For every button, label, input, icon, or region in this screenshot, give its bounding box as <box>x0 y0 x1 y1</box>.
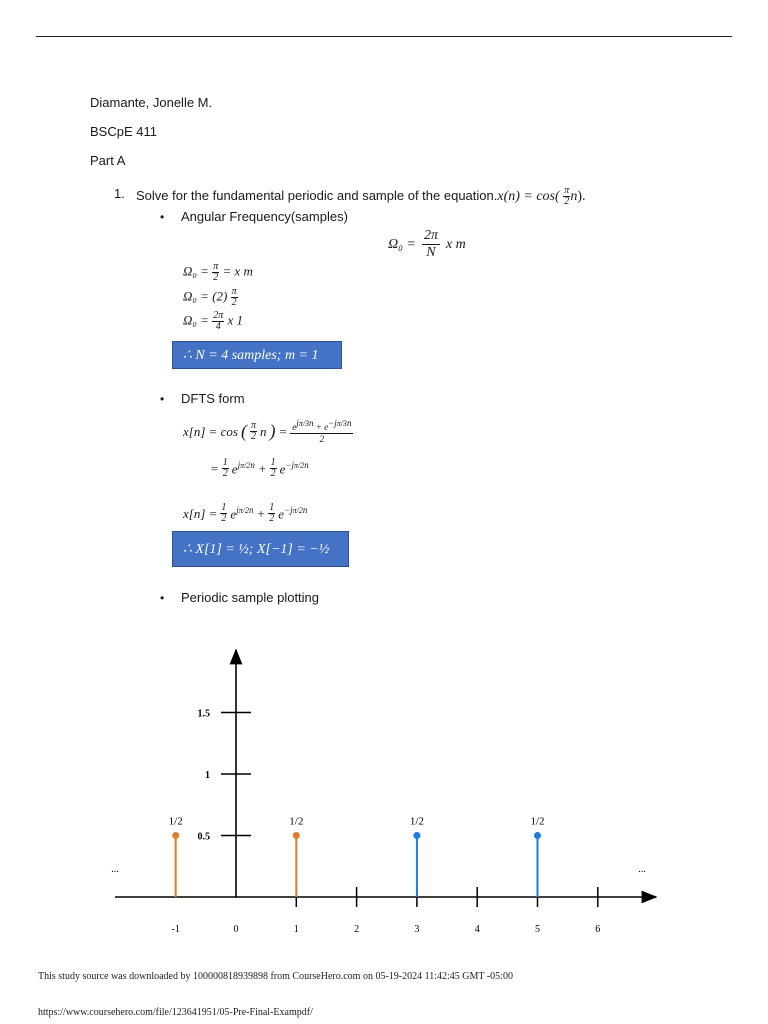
line1-rhs: = x m <box>222 263 253 279</box>
plot-label: Periodic sample plotting <box>181 590 320 605</box>
question-number: 1. <box>114 186 125 201</box>
dfts-line-3: x[n] = $\frac{1}{2}$ $e^{j\pi/2n}$ + $\frac{1}{2}$ $e^{-j\pi/2n}$ <box>183 502 308 524</box>
x-tick-label: 3 <box>414 924 420 935</box>
two-pi-over-4-frac: $\frac{2\pi}{4}$ <box>213 310 224 332</box>
stem-marker <box>534 832 541 839</box>
omega-line-2 <box>183 287 238 308</box>
pi-over-2-frac-3: $\frac{\pi}{2}$ <box>251 420 257 442</box>
course-code: BSCpE 411 <box>90 124 157 139</box>
angular-result-box: ∴ N = 4 samples; m = 1 <box>172 341 342 369</box>
angular-formula <box>388 228 466 261</box>
question-body: Solve for the fundamental periodic and sample of the equation. <box>136 187 498 203</box>
stem-data-label: 1/2 <box>168 815 183 828</box>
pi-over-2: $\frac{\pi}{2}$ <box>564 185 570 207</box>
x-tick-label: 6 <box>595 924 601 935</box>
dfts-line3-text: x[n] = <box>183 505 218 521</box>
footer-download-note: This study source was downloaded by 100000818939898 from CourseHero.com on 05-19-2024 11:42:45 GMT -05:00 <box>38 971 513 982</box>
x-tick-label: 0 <box>233 924 239 935</box>
omega-line-3 <box>183 311 243 332</box>
dfts-result-box: ∴ X[1] = ½; X[−1] = −½ <box>172 531 349 567</box>
pi-over-2-frac: $\frac{\pi}{2}$ <box>213 261 219 283</box>
x-tick-label: 5 <box>535 924 540 935</box>
x-tick-label: 2 <box>354 924 360 935</box>
top-rule <box>36 36 732 37</box>
formula-lhs: Ω₀ = <box>388 236 416 252</box>
ellipsis-left: ... <box>111 864 119 875</box>
line3-rhs: x 1 <box>227 312 243 328</box>
omega-line-1 <box>183 262 253 283</box>
x-tick-label: 4 <box>474 924 480 935</box>
bullet-icon: • <box>160 392 165 406</box>
dfts-line1-text: x[n] = cos <box>183 423 238 439</box>
line1-lhs: Ω₀ = <box>183 263 209 279</box>
formula-rhs: x m <box>445 236 466 252</box>
question-text: Solve for the fundamental periodic and sample of the equation.x(n) = cos( $\frac{\pi}{2}$ n). <box>136 185 586 207</box>
bullet-icon: • <box>160 210 165 224</box>
two-pi-over-n: $\frac{2\pi}{N}$ <box>423 228 438 260</box>
angular-frequency-label: Angular Frequency(samples) <box>181 209 348 224</box>
ellipsis-right: ... <box>638 864 646 875</box>
question-equation-end: ). <box>577 188 586 204</box>
y-tick-label: 0.5 <box>197 831 210 843</box>
pi-over-2-frac-2: $\frac{\pi}{2}$ <box>231 286 237 308</box>
bullet-icon: • <box>160 591 165 605</box>
dfts-label: DFTS form <box>181 391 245 406</box>
euler-fraction: $e^{j\pi/3n} + e^{-j\pi/3n}$ 2 <box>292 418 352 444</box>
stem-data-label: 1/2 <box>289 815 304 828</box>
y-tick-label: 1 <box>205 770 210 781</box>
student-name: Diamante, Jonelle M. <box>90 95 213 110</box>
part-label: Part A <box>90 153 126 168</box>
footer-url[interactable]: https://www.coursehero.com/file/123641951/05-Pre-Final-Exampdf/ <box>38 1007 313 1018</box>
stem-data-label: 1/2 <box>409 815 424 828</box>
x-tick-label: 1 <box>293 924 299 935</box>
stem-marker <box>413 832 420 839</box>
dfts-line2-text: = <box>210 460 219 476</box>
stem-marker <box>172 832 179 839</box>
question-equation: x(n) = cos( <box>497 188 560 204</box>
stem-marker <box>293 832 300 839</box>
dfts-line-2: = $\frac{1}{2}$ $e^{j\pi/2n}$ + $\frac{1}{2}$ $e^{-j\pi/2n}$ <box>210 457 309 479</box>
stem-data-label: 1/2 <box>530 815 545 828</box>
stem-plot <box>0 640 768 940</box>
line2-text: Ω₀ = (2) <box>183 288 228 304</box>
line3-lhs: Ω₀ = <box>183 312 209 328</box>
y-tick-label: 1.5 <box>197 708 210 720</box>
x-tick-label: -1 <box>171 924 180 935</box>
dfts-line-1: x[n] = cos ( $\frac{\pi}{2}$ n ) = $e^{j\pi/3n} + e^{-j\pi/3n}$ 2 <box>183 418 352 444</box>
